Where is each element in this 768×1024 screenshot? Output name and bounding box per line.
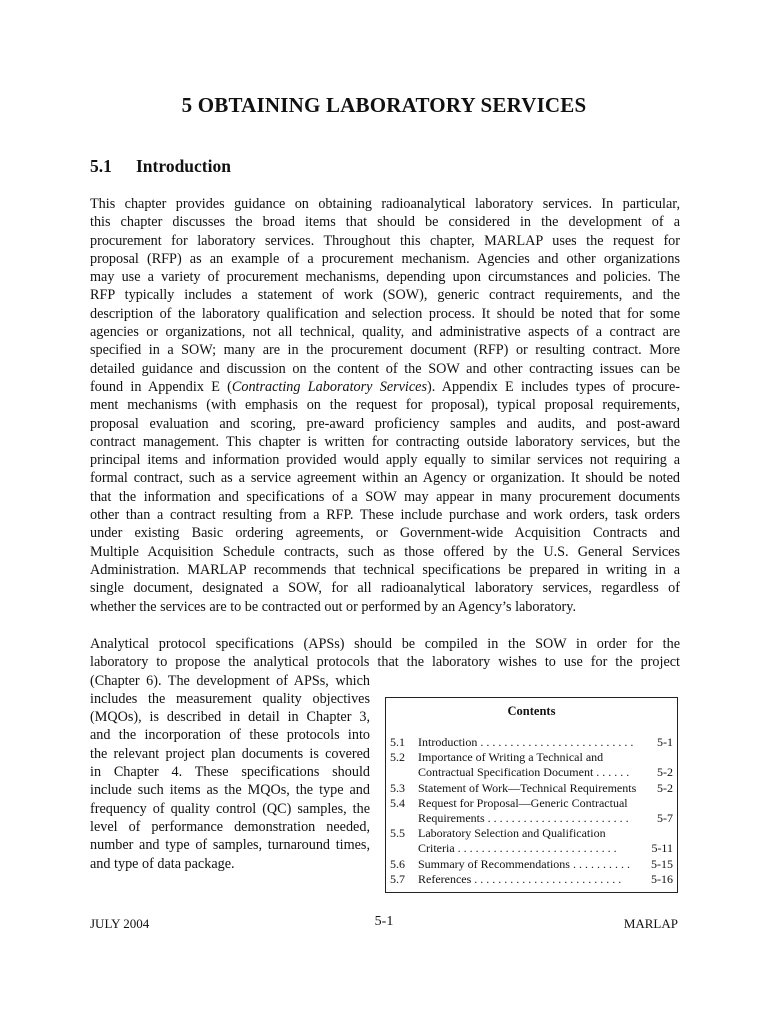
paragraph-line: level of performance demonstration needed, [90, 818, 370, 835]
contents-row [390, 796, 673, 811]
contents-row-number: 5.2 [390, 750, 405, 765]
paragraph-line: other than a contract resulting from a RFP. These include purchase and work orders, task orders [90, 507, 680, 524]
chapter-title: 5 OBTAINING LABORATORY SERVICES [181, 93, 587, 117]
paragraph-line: may use a variety of procurement mechanisms, depending upon circumstances and policies. The [90, 269, 680, 286]
contents-row-text: Request for Proposal—Generic Contractual [418, 795, 628, 810]
contents-title: Contents [507, 704, 556, 718]
paragraph-line: Analytical protocol specifications (APSs) should be compiled in the SOW in order for the [90, 636, 680, 652]
contents-row-page: 5-7 [657, 810, 673, 825]
paragraph-line: proposal (RFP) as an example of a procurement mechanism. Agencies and other organizations [90, 250, 680, 267]
contents-row-page: 5-2 [657, 765, 673, 780]
paragraph-line: Multiple Acquisition Schedule contracts, such as those offered by the U.S. General Services [90, 543, 680, 560]
paragraph-line [90, 378, 680, 396]
paragraph-line: include such items as the MQOs, the type and [90, 782, 370, 799]
contents-row-number: 5.3 [390, 780, 405, 795]
paragraph-line: contract management. This chapter is written for contracting outside laboratory services, but the [90, 433, 680, 450]
paragraph-line: includes the measurement quality objectives [90, 690, 370, 707]
paragraph-line: Administration. MARLAP recommends that technical specifications be prepared in writing in a [90, 561, 680, 578]
contents-box [385, 697, 678, 893]
contents-row-text: Statement of Work—Technical Requirements [418, 780, 637, 795]
section-number: 5.1 [90, 156, 112, 176]
contents-row-page: 5-11 [651, 841, 673, 856]
section-heading [90, 156, 231, 177]
contents-row [390, 826, 673, 841]
paragraph-line: in Chapter 4. These specifications should [90, 764, 370, 781]
page-number: 5-1 [374, 914, 394, 929]
paragraph-line: principal items and information provided would apply equally to similar services not requiring a [90, 452, 680, 469]
contents-row [390, 841, 673, 856]
contents-row-number: 5.4 [390, 795, 405, 810]
contents-row [390, 781, 673, 796]
paragraph-line: RFP typically includes a statement of work (SOW), generic contract requirements, and the [90, 287, 680, 304]
intro-paragraph [90, 195, 680, 616]
contents-row-page: 5-1 [657, 735, 673, 749]
paragraph-line: (Chapter 6). The development of APSs, which [90, 672, 370, 689]
paragraph-line: ment mechanisms (with emphasis on the request for proposal), typical proposal requirements, [90, 397, 680, 414]
contents-row-text: Importance of Writing a Technical and [418, 750, 604, 765]
contents-row-text: Criteria . . . . . . . . . . . . . . . . . . . . . . . . . . . [418, 841, 617, 856]
paragraph-line: formal contract, such as a service agreement within an Agency or organization. It should be noted [90, 470, 680, 487]
paragraph-line: This chapter provides guidance on obtaining radioanalytical laboratory services. In particular, [90, 196, 680, 212]
appendix-title: Contracting Laboratory Services [231, 378, 427, 395]
contents-row [390, 857, 673, 872]
contents-list [390, 735, 673, 887]
contents-row-text: Introduction . . . . . . . . . . . . . . . . . . . . . . . . . . [418, 735, 634, 749]
paragraph-line: number and type of samples, turnaround times, [90, 837, 370, 854]
paragraph-line: detailed guidance and discussion on the content of the SOW and other contracting issues can be [90, 360, 680, 377]
paragraph-line: specified in a SOW; many are in the procurement document (RFP) or resulting contract. More [90, 342, 680, 359]
contents-row-number: 5.6 [390, 856, 405, 871]
appendix-ref-after: ). Appendix E includes types of procure- [427, 378, 681, 395]
paragraph-line: procurement for laboratory services. Throughout this chapter, MARLAP uses the request for [90, 232, 680, 249]
paragraph-line: that the information and specifications of a SOW may appear in many procurement documents [90, 488, 680, 505]
contents-row-number: 5.1 [390, 735, 405, 749]
contents-row-text: References . . . . . . . . . . . . . . . . . . . . . . . . . [418, 871, 622, 886]
paragraph-line: laboratory to propose the analytical protocols that the laboratory wishes to use for the project [90, 654, 680, 671]
paragraph-line: frequency of quality control (QC) samples, the [90, 800, 370, 817]
paragraph-line: (MQOs), is described in detail in Chapter 3, [90, 709, 370, 726]
contents-row-page: 5-15 [651, 856, 673, 871]
paragraph-line: description of the laboratory qualification and selection process. It should be noted that for some [90, 305, 680, 322]
section-title: Introduction [136, 156, 231, 176]
contents-row-text: Requirements . . . . . . . . . . . . . . . . . . . . . . . . [418, 810, 629, 825]
footer-date: JULY 2004 [90, 916, 150, 931]
paragraph-line: and the incorporation of these protocols into [90, 727, 370, 744]
contents-row-text: Contractual Specification Document . . . . . . [418, 765, 630, 780]
paragraph-line: this chapter discusses the broad items that should be considered in the development of a [90, 214, 680, 231]
contents-row [390, 872, 673, 887]
contents-row-text: Laboratory Selection and Qualification [418, 826, 606, 841]
contents-row-page: 5-2 [657, 780, 673, 795]
contents-row-page: 5-16 [651, 871, 673, 886]
appendix-ref-before: found in Appendix E ( [90, 378, 232, 395]
paragraph-line: under existing Basic ordering agreements, or Government-wide Acquisition Contracts and [90, 525, 680, 542]
contents-row-number: 5.7 [390, 871, 405, 886]
contents-row [390, 811, 673, 826]
paragraph-line: agencies or organizations, not all technical, quality, and administrative aspects of a contract are [90, 324, 680, 341]
paragraph-line: single document, designated a SOW, for all radioanalytical laboratory services, regardless of [90, 580, 680, 597]
paragraph-line: whether the services are to be contracted out or performed by an Agency’s laboratory. [90, 598, 576, 615]
paragraph-line: the relevant project plan documents is covered [90, 745, 370, 762]
contents-row-text: Summary of Recommendations . . . . . . . . . . [418, 856, 630, 871]
paragraph-line: proposal evaluation and scoring, pre-award proficiency samples and audits, and post-award [90, 415, 680, 432]
contents-row [390, 765, 673, 780]
paragraph-line: and type of data package. [90, 855, 235, 872]
contents-row-number: 5.5 [390, 826, 405, 841]
contents-row [390, 735, 673, 750]
contents-row [390, 750, 673, 765]
footer-publisher: MARLAP [623, 916, 678, 931]
